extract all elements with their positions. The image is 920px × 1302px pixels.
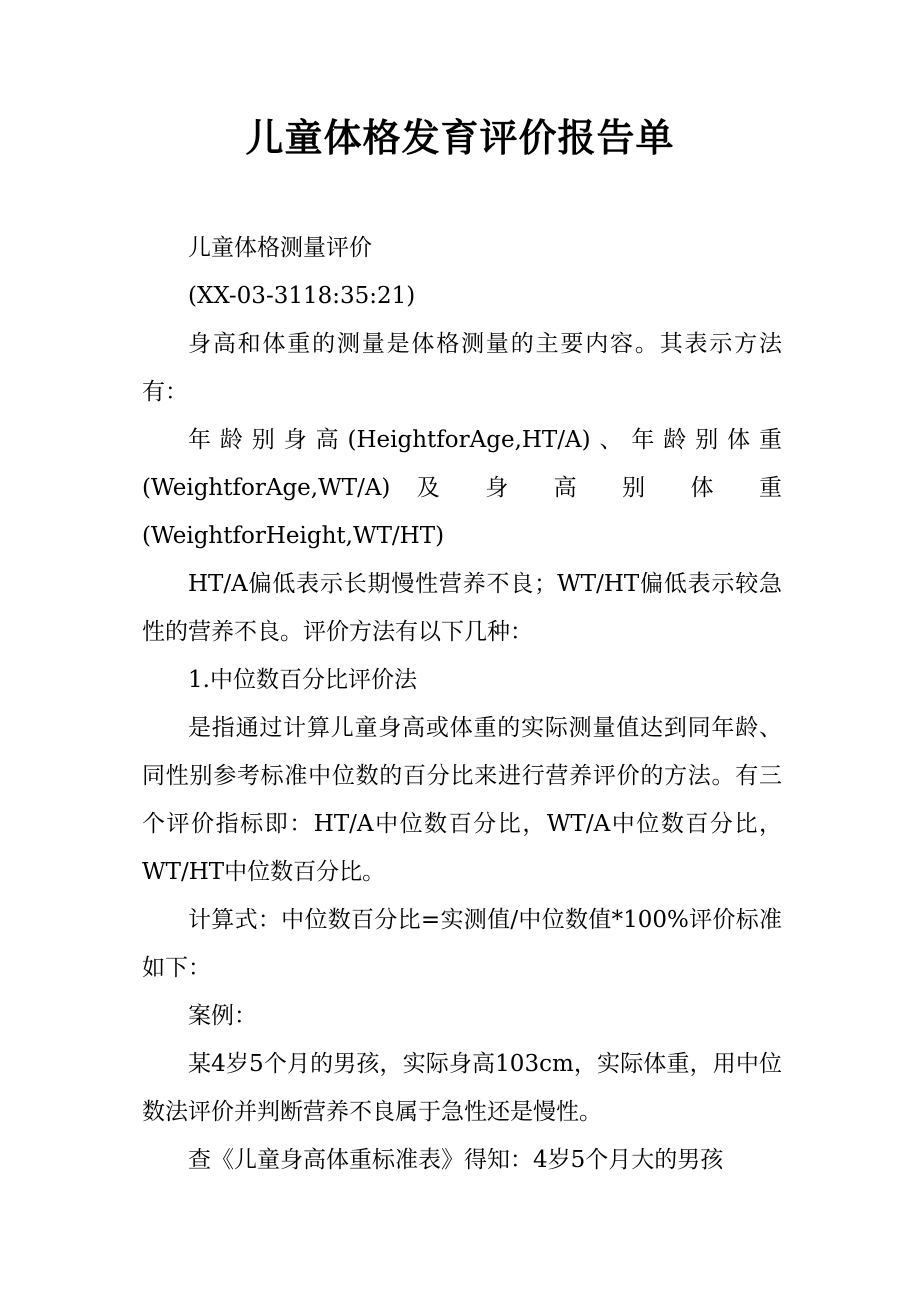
paragraph: HT/A偏低表示长期慢性营养不良；WT/HT偏低表示较急性的营养不良。评价方法有以下几种： <box>142 571 782 645</box>
method-heading: 1.中位数百分比评价法 <box>188 667 417 693</box>
case-heading: 案例： <box>188 1003 257 1029</box>
paragraph: 计算式：中位数百分比=实测值/中位数值*100%评价标准如下： <box>142 907 782 981</box>
paragraph: 身高和体重的测量是体格测量的主要内容。其表示方法有： <box>142 331 782 405</box>
document-title: 儿童体格发育评价报告单 <box>245 116 675 160</box>
document-body <box>142 224 782 1184</box>
paragraph: 是指通过计算儿童身高或体重的实际测量值达到同年龄、同性别参考标准中位数的百分比来进行营养评价的方法。有三个评价指标即：HT/A中位数百分比，WT/A中位数百分比，WT/HT中位数百分比。 <box>142 715 782 885</box>
paragraph: 年龄别身高(HeightforAge,HT/A)、年龄别体重(WeightforAge,WT/A) 及 身 高 别 体 重(WeightforHeight,WT/HT) <box>142 427 782 549</box>
section-heading: 儿童体格测量评价 <box>188 235 372 261</box>
timestamp: (XX-03-3118:35:21) <box>188 283 416 309</box>
paragraph: 某4岁5个月的男孩，实际身高103cm，实际体重，用中位数法评价并判断营养不良属于急性还是慢性。 <box>142 1051 782 1125</box>
paragraph: 查《儿童身高体重标准表》得知：4岁5个月大的男孩 <box>188 1147 724 1173</box>
